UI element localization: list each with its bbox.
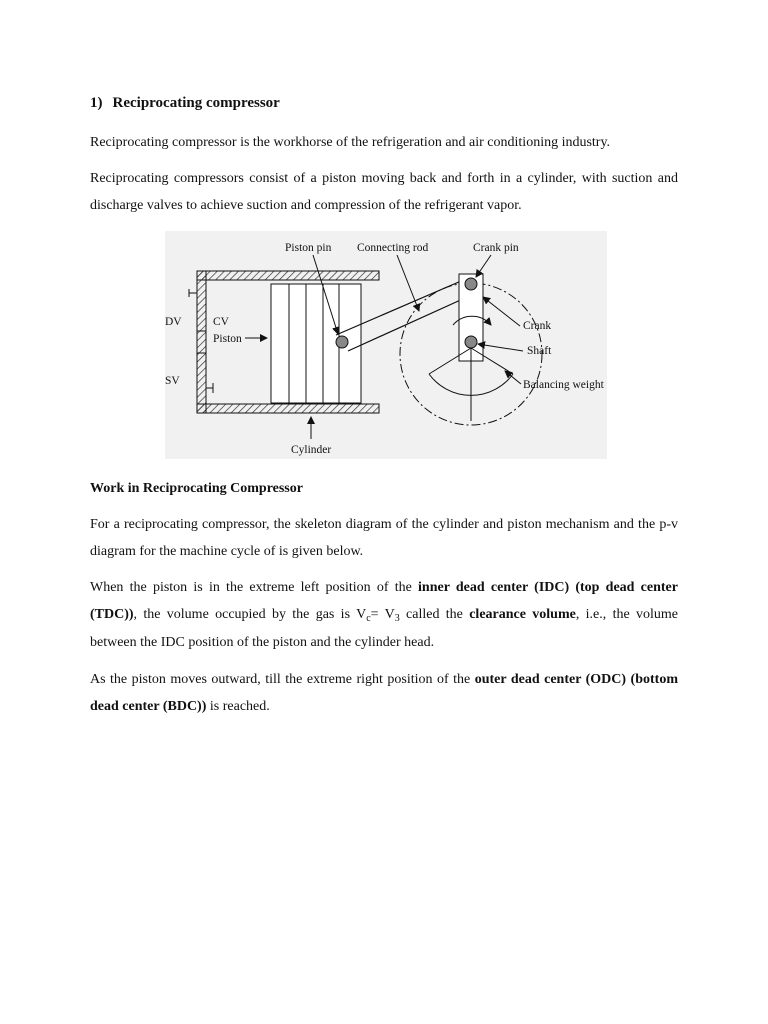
label-cylinder: Cylinder xyxy=(291,444,332,456)
work-section-heading: Work in Reciprocating Compressor xyxy=(90,481,303,496)
label-connecting-rod: Connecting rod xyxy=(357,242,429,254)
clearance-volume-term: clearance volume xyxy=(469,607,576,622)
work-paragraph-1: For a reciprocating compressor, the skeleton diagram of the cylinder and piston mechanism and the p-v diagram for the machine cycle of is given below. xyxy=(90,517,678,559)
label-shaft: Shaft xyxy=(527,345,552,357)
section-title: Reciprocating compressor xyxy=(112,95,280,111)
section-heading xyxy=(90,95,280,112)
work-paragraph-2: When the piston is in the extreme left position of the inner dead center (IDC) (top dead center (TDC)), the volume occupied by the gas is $V_c= V_3$ called the clearance volume, i.e., the volume between the IDC position of the piston and the cylinder head. xyxy=(90,580,679,650)
label-sv: SV xyxy=(165,375,180,387)
label-cv: CV xyxy=(213,316,229,328)
crank-shaft xyxy=(465,336,477,348)
intro-paragraph: Reciprocating compressor is the workhorse of the refrigeration and air conditioning industry. xyxy=(90,135,611,150)
compressor-diagram-svg xyxy=(165,231,607,459)
label-crank-pin: Crank pin xyxy=(473,242,519,254)
piston-pin xyxy=(336,336,348,348)
label-dv: DV xyxy=(165,316,182,328)
label-piston-pin: Piston pin xyxy=(285,242,332,254)
compressor-diagram xyxy=(165,231,607,459)
section-number: 1) xyxy=(90,95,103,111)
odc-term: outer dead center (ODC) (bottom dead center (BDC)) xyxy=(90,672,678,714)
label-crank: Crank xyxy=(523,320,552,332)
label-balancing-weight: Balancing weight xyxy=(523,379,604,391)
work-paragraph-3: As the piston moves outward, till the extreme right position of the outer dead center (ODC) (bottom dead center (BDC)) is reached. xyxy=(90,672,678,714)
crank-pin xyxy=(465,278,477,290)
description-paragraph: Reciprocating compressors consist of a piston moving back and forth in a cylinder, with suction and discharge valves to achieve suction and compression of the refrigerant vapor. xyxy=(90,171,678,213)
label-piston: Piston xyxy=(213,333,242,345)
idc-term: inner dead center (IDC) (top dead center (TDC)) xyxy=(90,580,678,622)
